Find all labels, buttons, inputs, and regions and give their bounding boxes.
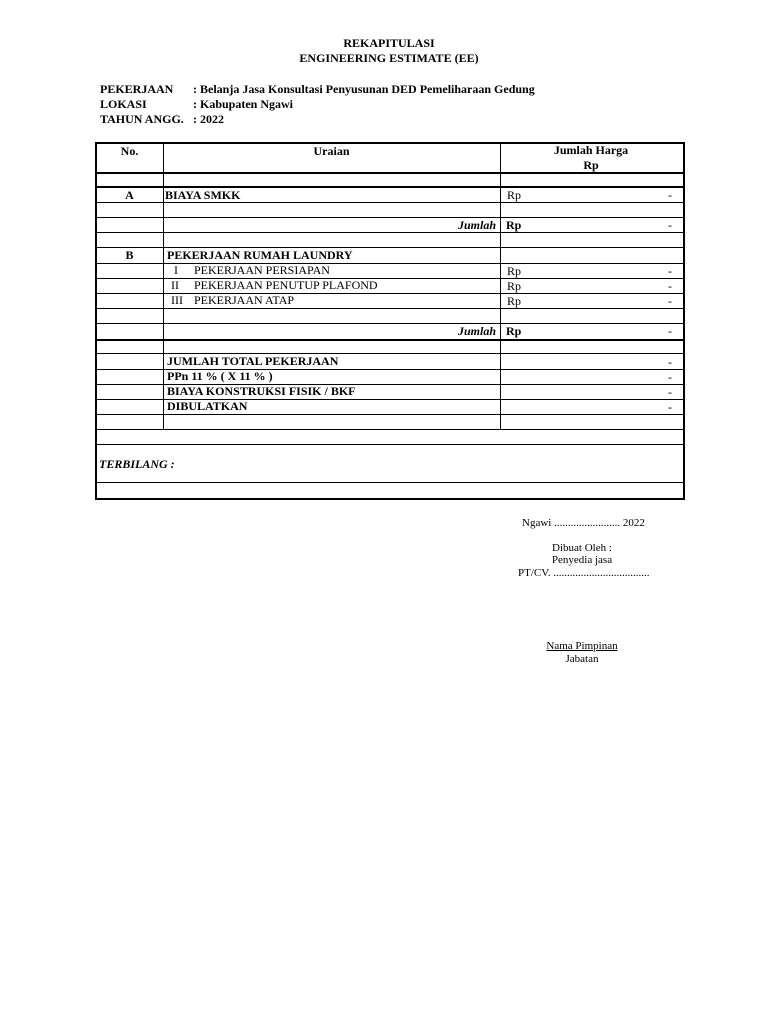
row-line <box>96 263 683 264</box>
nama-pimpinan: Nama Pimpinan <box>546 640 618 652</box>
section-a-jumlah-label: Jumlah <box>457 218 496 232</box>
total-label: BIAYA KONSTRUKSI FISIK / BKF <box>167 384 356 398</box>
row-line <box>96 482 683 483</box>
total-label: PPn 11 % ( X 11 % ) <box>167 369 273 383</box>
row-line <box>96 414 683 415</box>
col-header-no: No. <box>120 144 139 158</box>
item-label: PEKERJAAN ATAP <box>194 293 295 307</box>
item-rp: Rp <box>507 279 522 293</box>
total-label: DIBULATKAN <box>167 399 248 413</box>
total-value: - <box>668 355 672 369</box>
doc-title: REKAPITULASI <box>343 36 435 50</box>
item-label: PEKERJAAN PERSIAPAN <box>194 263 330 277</box>
item-label: PEKERJAAN PENUTUP PLAFOND <box>194 278 378 292</box>
lokasi-value: : Kabupaten Ngawi <box>193 97 294 111</box>
item-number: II <box>171 278 179 292</box>
col-header-jumlah: Jumlah Harga <box>553 143 629 157</box>
section-b-no: B <box>125 248 134 262</box>
section-b-jumlah-value: - <box>668 324 672 338</box>
doc-subtitle: ENGINEERING ESTIMATE (EE) <box>299 51 479 65</box>
row-line <box>96 444 683 445</box>
ptcv-line: PT/CV. ................................... <box>518 567 650 579</box>
item-value: - <box>668 264 672 278</box>
row-line <box>96 172 683 174</box>
item-value: - <box>668 294 672 308</box>
col-header-rp: Rp <box>583 158 599 172</box>
section-a-no: A <box>125 188 134 202</box>
item-value: - <box>668 279 672 293</box>
place-date: Ngawi ........................ 2022 <box>522 517 645 529</box>
row-line <box>96 293 683 294</box>
total-value: - <box>668 370 672 384</box>
item-number: I <box>174 263 178 277</box>
section-a-jumlah-rp: Rp <box>506 218 522 232</box>
row-line <box>96 202 683 203</box>
total-value: - <box>668 385 672 399</box>
row-line <box>96 278 683 279</box>
pekerjaan-value: : Belanja Jasa Konsultasi Penyusunan DED Pemeliharaan Gedung <box>193 82 535 96</box>
total-value: - <box>668 400 672 414</box>
tahun-label: TAHUN ANGG. <box>100 112 184 126</box>
row-line <box>96 232 683 233</box>
dibuat-oleh: Dibuat Oleh : <box>552 542 612 554</box>
terbilang-label: TERBILANG : <box>99 457 175 471</box>
item-number: III <box>171 293 183 307</box>
section-a-jumlah-value: - <box>668 218 672 232</box>
row-line <box>96 308 683 309</box>
section-b-jumlah-rp: Rp <box>506 324 522 338</box>
section-a-rp: Rp <box>507 188 522 202</box>
total-label: JUMLAH TOTAL PEKERJAAN <box>167 354 339 368</box>
section-b-jumlah-label: Jumlah <box>457 324 496 338</box>
penyedia-jasa: Penyedia jasa <box>551 554 613 566</box>
lokasi-label: LOKASI <box>100 97 147 111</box>
item-rp: Rp <box>507 264 522 278</box>
section-a-label: BIAYA SMKK <box>165 188 241 202</box>
section-b-label: PEKERJAAN RUMAH LAUNDRY <box>167 248 353 262</box>
tahun-value: : 2022 <box>193 112 224 126</box>
row-line <box>96 339 683 341</box>
jabatan: Jabatan <box>565 653 599 665</box>
row-line <box>96 429 683 430</box>
col-header-uraian: Uraian <box>313 144 350 158</box>
item-rp: Rp <box>507 294 522 308</box>
pekerjaan-label: PEKERJAAN <box>100 82 174 96</box>
section-a-value: - <box>668 188 672 202</box>
